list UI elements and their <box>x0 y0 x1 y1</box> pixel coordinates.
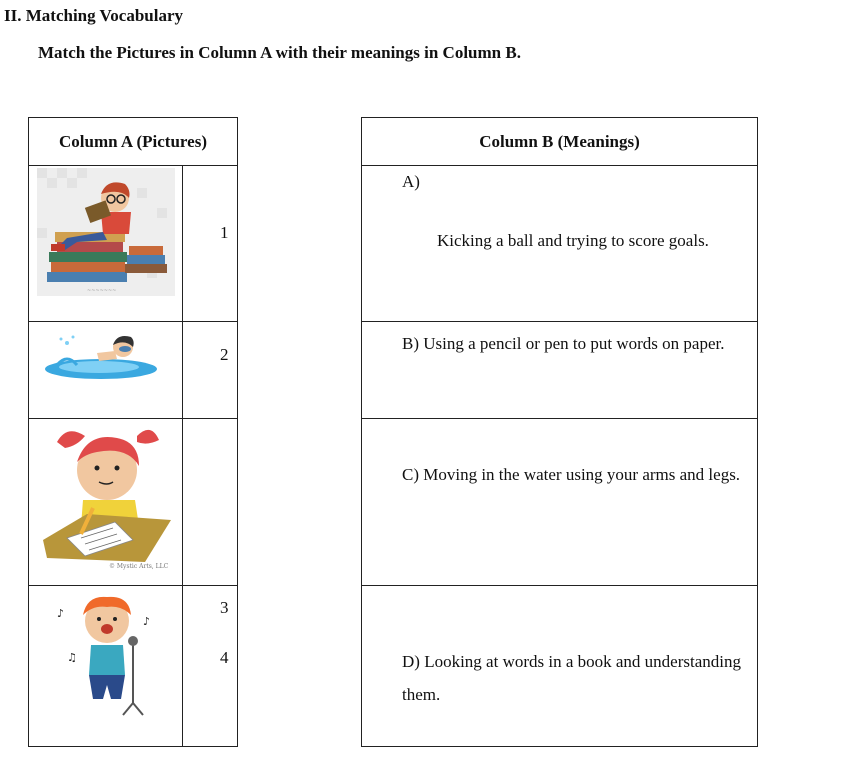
svg-text:♪: ♪ <box>143 615 151 628</box>
column-a-row-4 <box>29 585 237 747</box>
row-number: 3 <box>220 598 229 617</box>
meaning-text: D) Looking at words in a book and understanding them. <box>402 652 741 704</box>
column-b-header: Column B (Meanings) <box>362 118 757 166</box>
column-a-table <box>28 117 238 747</box>
singing-boy-picture <box>37 591 175 719</box>
row-number: 4 <box>220 648 229 667</box>
reading-boy-picture <box>37 168 175 296</box>
column-a-row-2 <box>29 321 237 419</box>
column-a-header: Column A (Pictures) <box>29 118 237 166</box>
meaning-text: B) Using a pencil or pen to put words on paper. <box>402 334 725 353</box>
writing-girl-picture <box>37 422 175 572</box>
meaning-text: C) Moving in the water using your arms and legs. <box>402 465 741 484</box>
svg-text:~~~~~~~: ~~~~~~~ <box>87 288 117 294</box>
column-a-row-3 <box>29 418 237 617</box>
instruction-text: Match the Pictures in Column A with their meanings in Column B. <box>38 43 521 62</box>
column-b-row-a <box>362 165 757 322</box>
row-number: 1 <box>220 223 229 242</box>
swimming-boy-picture <box>37 325 175 385</box>
column-a-row-1 <box>29 165 237 322</box>
svg-text:© Mystic Arts, LLC: © Mystic Arts, LLC <box>109 563 169 570</box>
column-b-table <box>361 117 758 747</box>
meaning-label: A) <box>402 172 420 191</box>
svg-text:♫: ♫ <box>67 651 77 664</box>
svg-text:♪: ♪ <box>57 607 65 620</box>
column-b-row-d <box>362 585 757 747</box>
column-b-row-b <box>362 321 757 419</box>
section-title: II. Matching Vocabulary <box>4 6 183 25</box>
column-b-row-c <box>362 418 757 586</box>
row-number: 2 <box>220 345 229 364</box>
meaning-text: Kicking a ball and trying to score goals. <box>437 231 709 250</box>
